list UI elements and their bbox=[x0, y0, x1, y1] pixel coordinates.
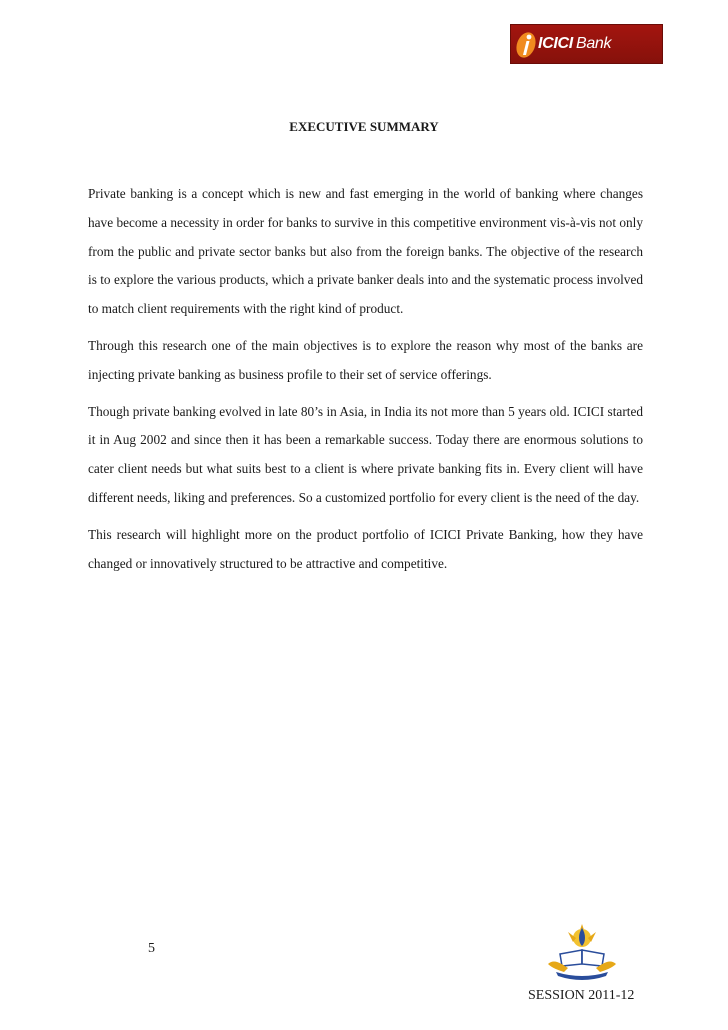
logo-text: ICICI bbox=[538, 35, 573, 52]
icici-bank-logo bbox=[510, 24, 663, 64]
page-title: EXECUTIVE SUMMARY bbox=[289, 119, 439, 134]
page-number: 5 bbox=[148, 941, 155, 956]
logo-bank-text: Bank bbox=[575, 35, 612, 52]
paragraph-4: This research will highlight more on the product portfolio of ICICI Private Banking, how they have changed or innovatively structured to be attractive and competitive. bbox=[88, 526, 643, 571]
book-emblem-icon bbox=[540, 920, 624, 984]
paragraph-2: Through this research one of the main objectives is to explore the reason why most of the banks are injecting private banking as business profile to their set of service offerings. bbox=[88, 337, 643, 382]
document-body bbox=[88, 180, 643, 586]
paragraph-1: Private banking is a concept which is new and fast emerging in the world of banking where changes have become a necessity in order for banks to survive in this competitive environment vis-à-vis not only from the public and private sector banks but also from the foreign banks. The objective of the research is to explore the various products, which a private banker deals into and the systematic process involved to match client requirements with the right kind of product. bbox=[88, 186, 643, 317]
session-label: SESSION 2011-12 bbox=[528, 988, 635, 1003]
paragraph-3: Though private banking evolved in late 80’s in Asia, in India its not more than 5 years old. ICICI started it in Aug 2002 and since then it has been a remarkable success. Today there are enormous solutions to cater client needs but what suits best to a client is where private banking fits in. Every client will have different needs, liking and preferences. So a customized portfolio for every client is the need of the day. bbox=[88, 403, 643, 505]
logo-wordmark bbox=[538, 35, 611, 53]
icici-i-icon bbox=[515, 28, 537, 60]
